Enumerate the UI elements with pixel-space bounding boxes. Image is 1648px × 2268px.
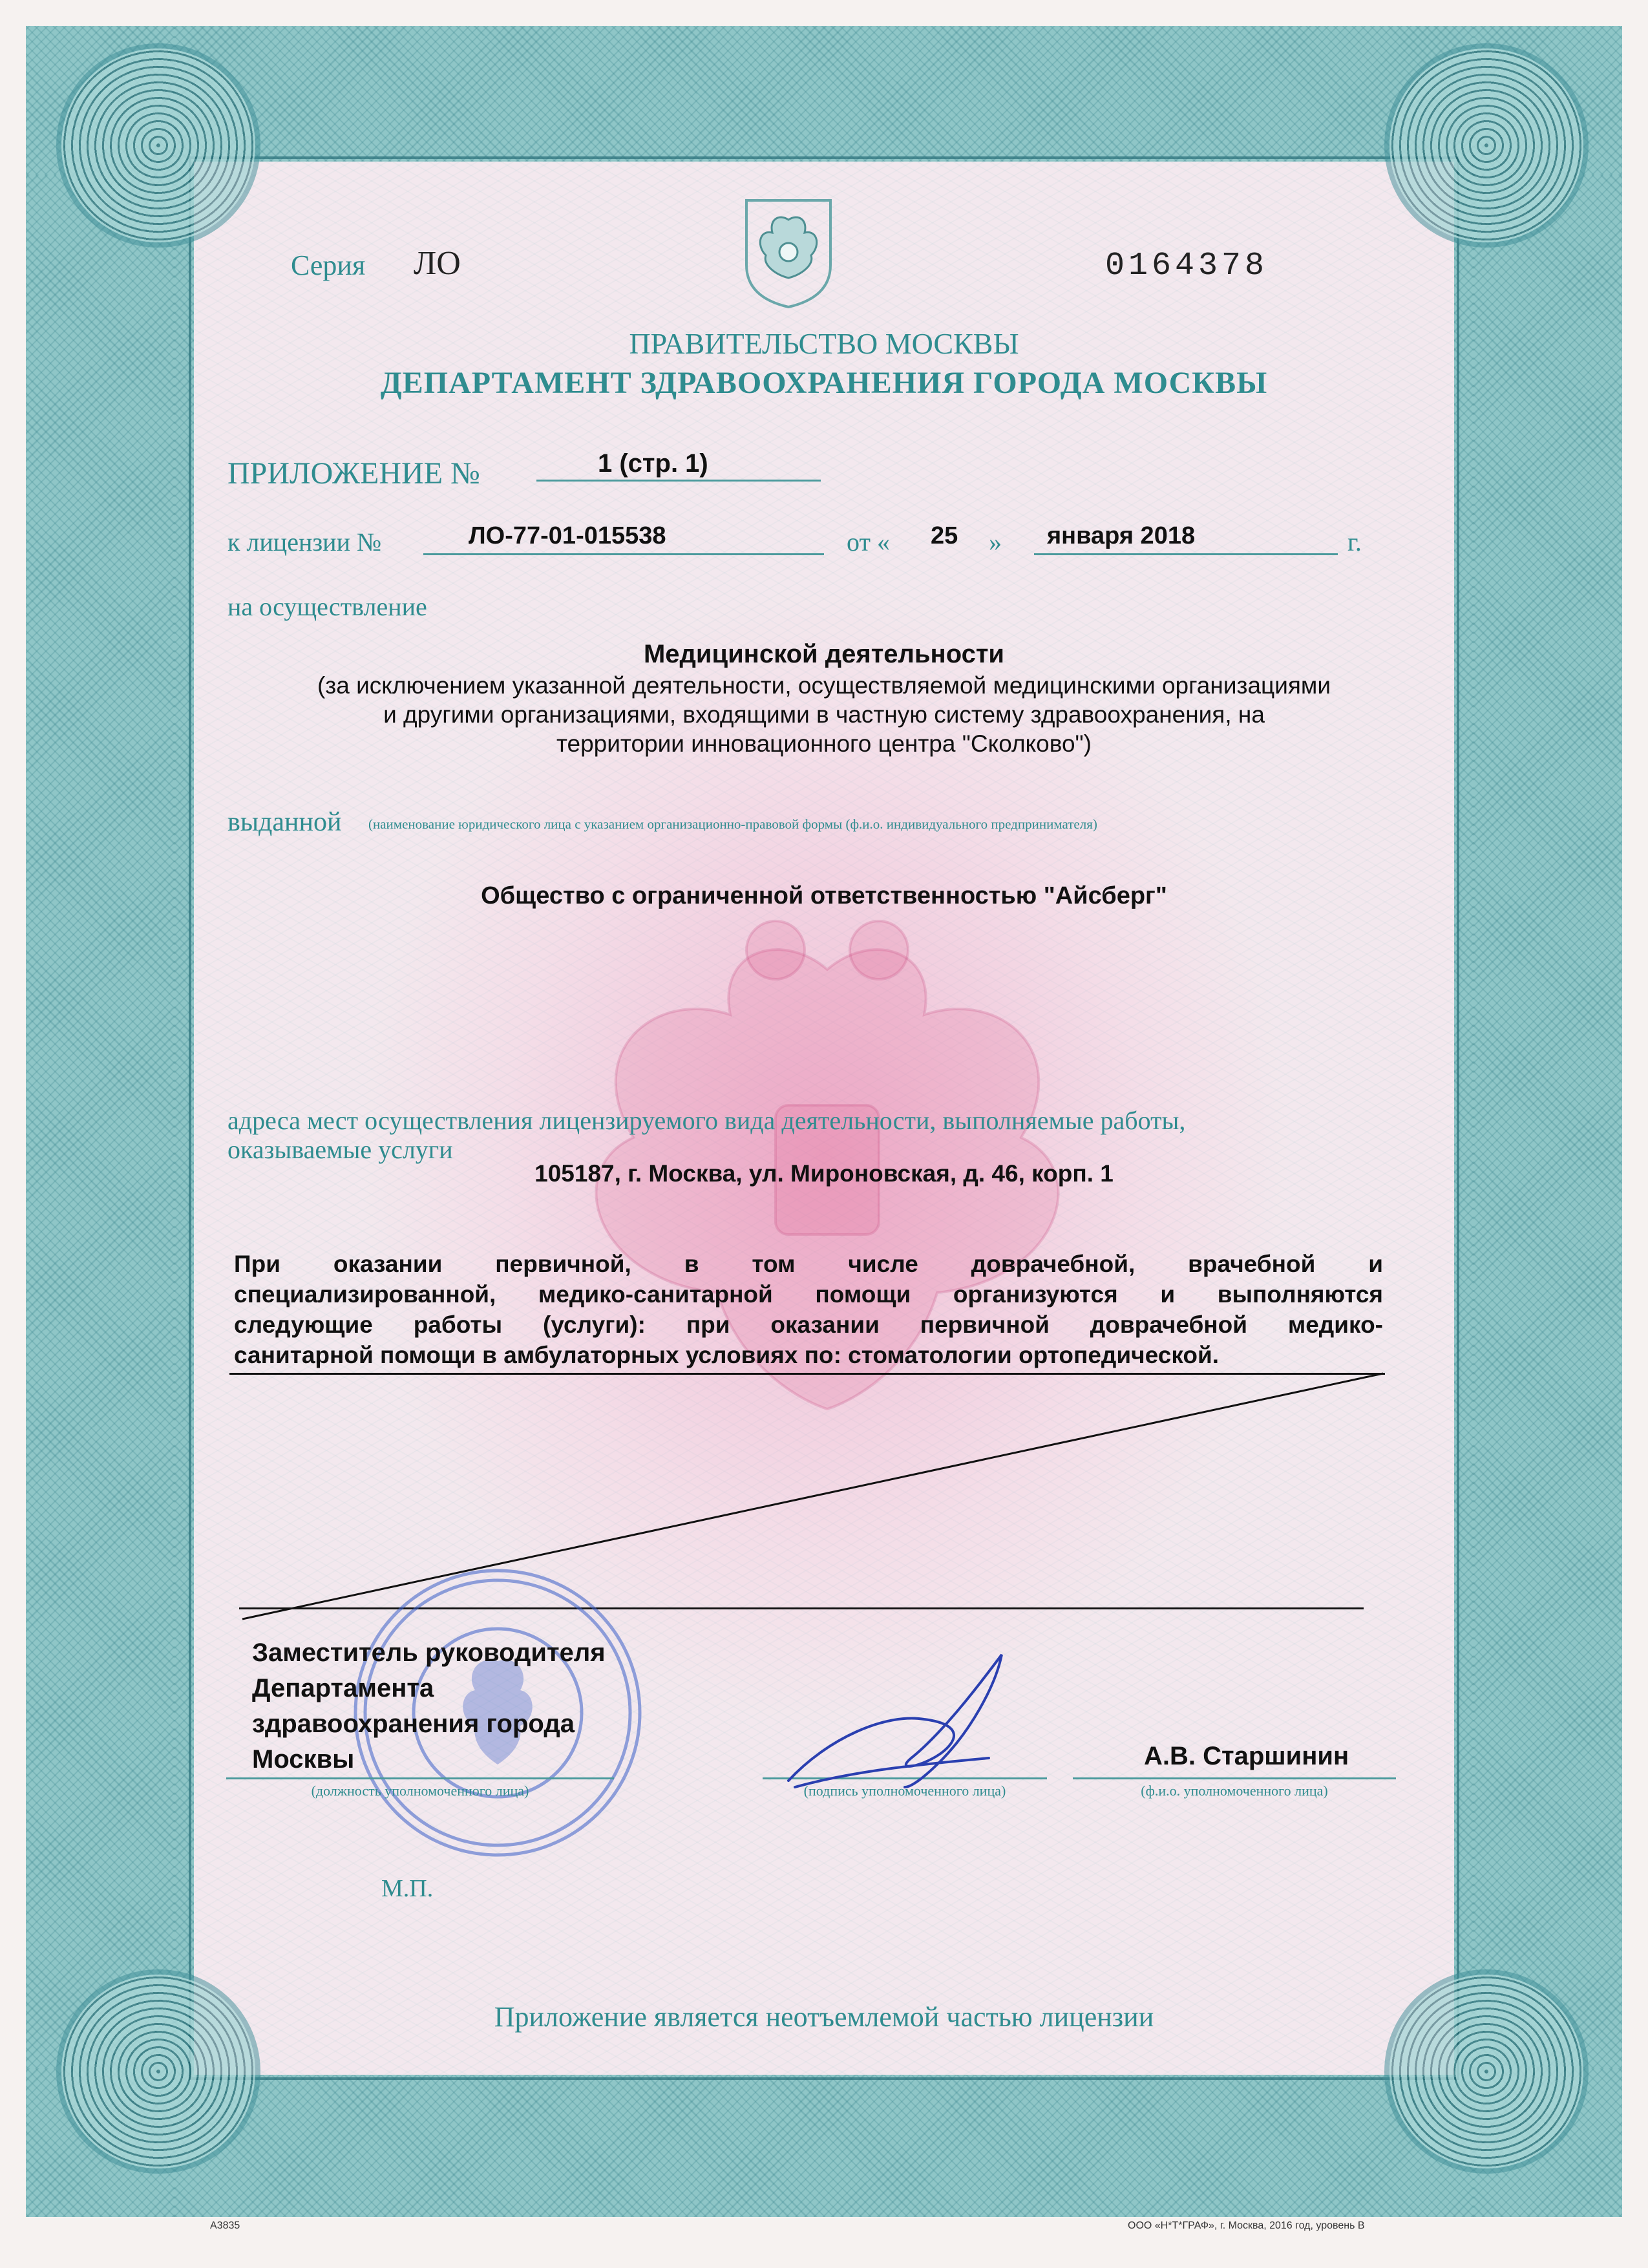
addresses-label-line-2: оказываемые услуги [227,1135,453,1164]
name-underline [1073,1777,1396,1779]
appendix-underline [536,480,821,482]
seal-place-label: М.П. [381,1875,434,1902]
name-hint: (ф.и.о. уполномоченного лица) [1141,1783,1328,1799]
license-label: к лицензии № [227,527,382,556]
position-underline [226,1777,614,1779]
series-label: Серия [291,249,366,281]
handwritten-signature [776,1642,1021,1803]
address-value: 105187, г. Москва, ул. Мироновская, д. 46, корп. 1 [534,1160,1114,1187]
activity-label: на осуществление [227,592,427,621]
appendix-label: ПРИЛОЖЕНИЕ № [227,456,480,491]
activity-line-2: и другими организациями, входящими в частную систему здравоохранения, на [383,701,1265,728]
signer-position-line-2: Департамента [252,1674,434,1702]
rosette-top-right [1389,48,1583,242]
signer-name: А.В. Старшинин [1144,1742,1349,1770]
services-line-4: санитарной помощи в амбулаторных условиях по: стоматологии ортопедической. [234,1342,1219,1368]
rosette-top-left [61,48,255,242]
activity-line-3: территории инновационного центра "Сколково") [556,730,1092,757]
department-title: ДЕПАРТАМЕНТ ЗДРАВООХРАНЕНИЯ ГОРОДА МОСКВЫ [380,366,1268,400]
close-quote: » [989,527,1002,556]
form-code: А3835 [210,2220,240,2231]
license-day: 25 [931,522,958,549]
position-hint: (должность уполномоченного лица) [311,1783,529,1799]
from-label: от « [847,527,890,556]
signer-position-line-1: Заместитель руководителя [252,1638,606,1667]
signer-position-line-4: Москвы [252,1745,355,1774]
license-month-year: января 2018 [1047,522,1196,549]
year-suffix: г. [1347,527,1362,556]
addresses-label-line-1: адреса мест осуществления лицензируемого вида деятельности, выполняемые работы, [227,1106,1186,1135]
signature-hint: (подпись уполномоченного лица) [803,1783,1006,1799]
organization-name: Общество с ограниченной ответственностью "Айсберг" [481,882,1167,909]
issued-hint: (наименование юридического лица с указанием организационно-правовой формы (ф.и.о. индивидуального предпринимателя) [368,816,1097,832]
appendix-number: 1 (стр. 1) [598,449,708,478]
signer-position-line-3: здравоохранения города [252,1710,575,1738]
license-number-underline [423,553,824,555]
license-number: ЛО-77-01-015538 [469,522,666,549]
coat-of-arms-emblem [740,194,837,310]
footer-note: Приложение является неотъемлемой частью лицензии [494,2001,1154,2033]
activity-title: Медицинской деятельности [643,640,1005,668]
issued-label: выданной [227,807,342,837]
services-line-1: При оказании первичной, в том числе доврачебной, врачебной и [234,1251,1383,1277]
services-line-3: следующие работы (услуги): при оказании первичной доврачебной медико- [234,1311,1383,1338]
printer-info: ООО «Н*Т*ГРАФ», г. Москва, 2016 год, уровень В [1128,2220,1365,2231]
license-date-underline [1034,553,1338,555]
services-line-2: специализированной, медико-санитарной помощи организуются и выполняются [234,1281,1383,1308]
government-title: ПРАВИТЕЛЬСТВО МОСКВЫ [629,327,1019,360]
series-value: ЛО [414,245,461,282]
activity-line-1: (за исключением указанной деятельности, осуществляемой медицинскими организациями [317,672,1331,699]
form-number: 0164378 [1105,248,1269,284]
